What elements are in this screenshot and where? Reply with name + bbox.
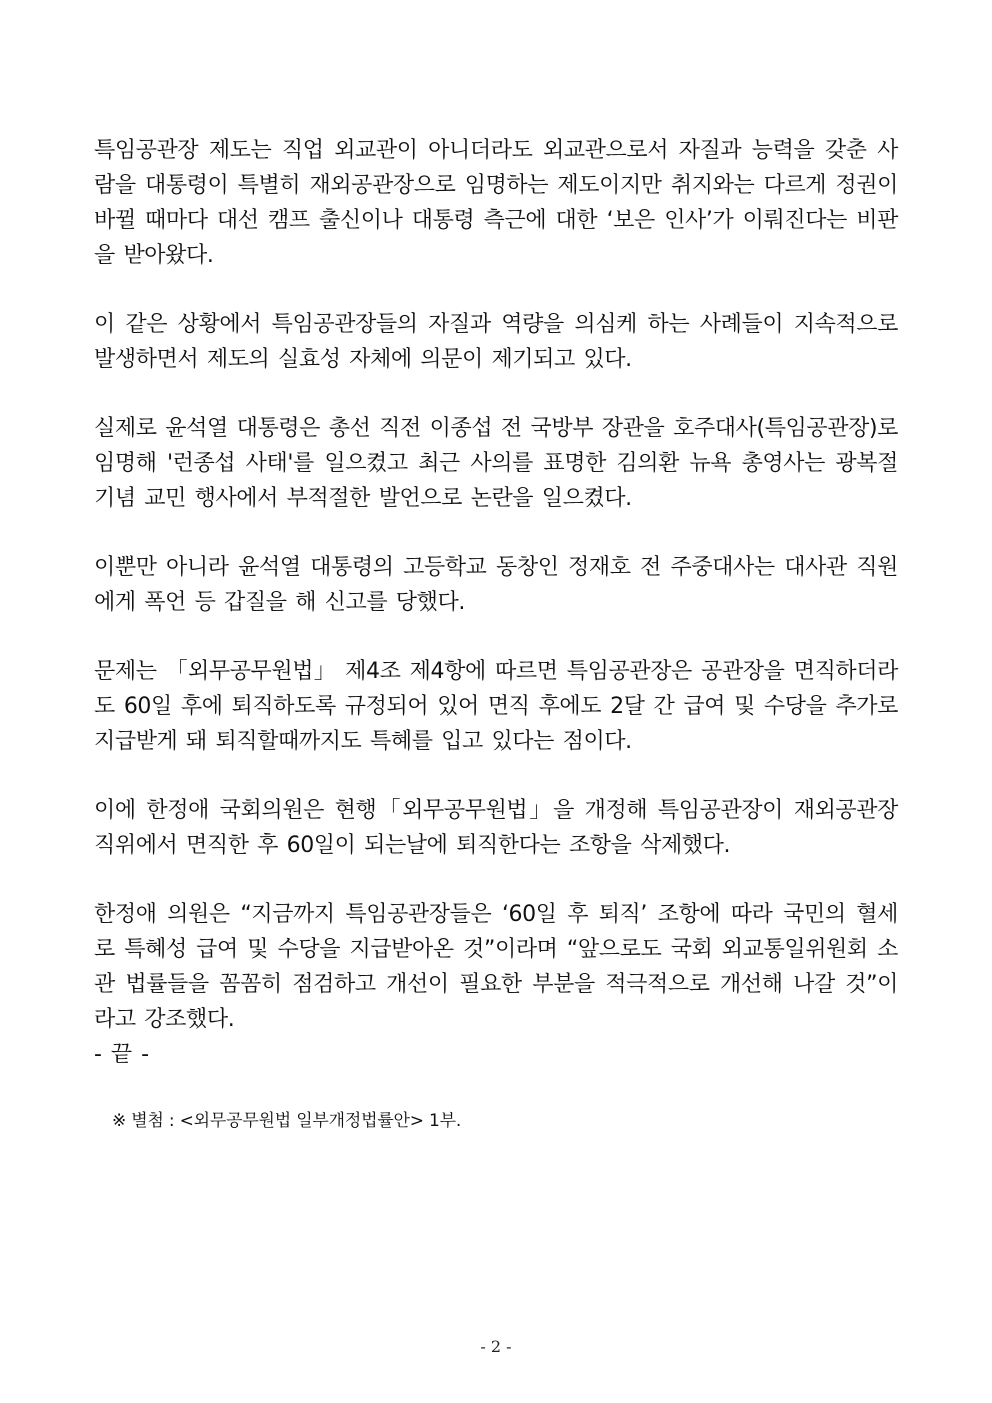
paragraph-3: 실제로 윤석열 대통령은 총선 직전 이종섭 전 국방부 장관을 호주대사(특임공관장)로 임명해 '런종섭 사태'를 일으켰고 최근 사의를 표명한 김의환 뉴욕 총영사는 광복절 기념 교민 행사에서 부적절한 발언으로 논란을 일으켰다. bbox=[94, 416, 898, 511]
paragraph-4: 이뿐만 아니라 윤석열 대통령의 고등학교 동창인 정재호 전 주중대사는 대사관 직원에게 폭언 등 갑질을 해 신고를 당했다. bbox=[94, 555, 898, 615]
paragraph-5: 문제는 「외무공무원법」 제4조 제4항에 따르면 특임공관장은 공관장을 면직하더라도 60일 후에 퇴직하도록 규정되어 있어 면직 후에도 2달 간 급여 및 수당을 추가로 지급받게 돼 퇴직할때까지도 특혜를 입고 있다는 점이다. bbox=[94, 659, 898, 754]
page-number: - 2 - bbox=[480, 1337, 512, 1356]
paragraph-1: 특임공관장 제도는 직업 외교관이 아니더라도 외교관으로서 자질과 능력을 갖춘 사람을 대통령이 특별히 재외공관장으로 임명하는 제도이지만 취지와는 다르게 정권이 바뀔 때마다 대선 캠프 출신이나 대통령 측근에 대한 ‘보은 인사’가 이뤄진다는 비판을 받아왔다. bbox=[94, 138, 898, 268]
attachment-note: ※ 별첨 : <외무공무원법 일부개정법률안> 1부. bbox=[112, 1111, 462, 1131]
end-mark: - 끝 - bbox=[94, 1042, 151, 1067]
paragraph-6: 이에 한정애 국회의원은 현행「외무공무원법」을 개정해 특임공관장이 재외공관장 직위에서 면직한 후 60일이 되는날에 퇴직한다는 조항을 삭제했다. bbox=[94, 798, 898, 858]
paragraph-7: 한정애 의원은 “지금까지 특임공관장들은 ‘60일 후 퇴직’ 조항에 따라 국민의 혈세로 특혜성 급여 및 수당을 지급받아온 것”이라며 “앞으로도 국회 외교통일위원회 소관 법률들을 꼼꼼히 점검하고 개선이 필요한 부분을 적극적으로 개선해 나갈 것”이라고 강조했다. bbox=[94, 902, 898, 1032]
document-body bbox=[94, 133, 898, 1072]
paragraph-2: 이 같은 상황에서 특임공관장들의 자질과 역량을 의심케 하는 사례들이 지속적으로 발생하면서 제도의 실효성 자체에 의문이 제기되고 있다. bbox=[94, 312, 898, 372]
